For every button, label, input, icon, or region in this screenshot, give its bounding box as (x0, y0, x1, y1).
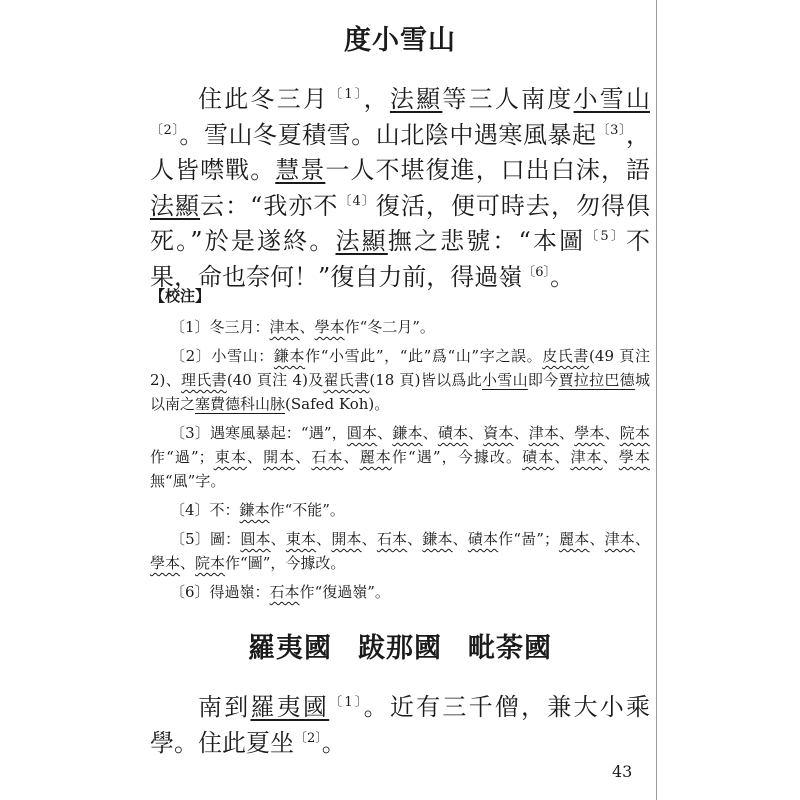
text-run: 、 (361, 530, 377, 548)
text-run: 、 (452, 530, 468, 548)
text-run: 作“過”； (150, 448, 214, 466)
book-name: 津本 (528, 424, 560, 442)
text-run: 。近有三千僧，兼大小乘學。住此夏坐 (150, 693, 650, 757)
proper-noun: 羅夷國 (250, 693, 330, 721)
book-name: 麗本 (359, 448, 392, 466)
page-number: 43 (612, 762, 633, 781)
text-run: 、 (468, 424, 484, 442)
text-run: (Safed Koh)。 (285, 395, 390, 413)
book-name: 麗本 (558, 530, 590, 548)
book-name: 圓本 (346, 424, 378, 442)
text-run: 〔1〕冬三月： (170, 318, 270, 336)
section2-paragraph (150, 690, 650, 761)
proper-noun: 法顯 (335, 227, 388, 255)
book-name: 開本 (263, 448, 296, 466)
book-name: 理氏書 (180, 371, 227, 389)
book-name: 磧本 (467, 530, 499, 548)
note-item (150, 580, 650, 604)
book-name: 鎌本 (392, 424, 423, 442)
text-run: 。 (321, 728, 346, 757)
book-name: 石本 (376, 530, 408, 548)
book-name: 院本 (195, 554, 226, 572)
text-run: 。雪山冬夏積雪。山北陰中遇寒風暴起 (179, 120, 597, 149)
footnote-marker: 〔4〕 (338, 193, 376, 209)
note-item (150, 421, 650, 493)
text-run: 不果，命也奈何！”復自力前，得過嶺 (150, 227, 651, 291)
text-run: 、 (602, 448, 619, 466)
text-run: 等三人南度 (442, 85, 574, 113)
text-run: 作“復過嶺”。 (299, 583, 390, 601)
section1-paragraph (150, 82, 650, 295)
book-name: 津本 (604, 530, 635, 548)
text-run: 、 (299, 318, 315, 336)
note-item (150, 527, 650, 575)
text-run: 、 (604, 424, 620, 442)
text-run: (18 頁)皆以爲此 (369, 371, 482, 389)
footnote-marker: 〔1〕 (329, 87, 364, 102)
text-run: 、 (246, 448, 264, 466)
text-run: 、 (559, 424, 575, 442)
title-part: 毗荼國 (468, 633, 552, 664)
proper-noun: 賈拉拉巴德 (558, 371, 635, 389)
text-run: 〔4〕不： (170, 501, 240, 519)
text-run: 、 (377, 424, 393, 442)
book-name: 學本 (618, 448, 650, 466)
text-run: 、 (634, 530, 650, 548)
proper-noun: 小雪山 (573, 85, 650, 113)
text-run: 、 (407, 530, 423, 548)
footnote-marker: 〔6〕 (522, 264, 551, 280)
text-run: 無“風”字。 (150, 472, 226, 490)
footnote-marker: 〔2〕 (150, 122, 180, 138)
book-name: 皮氏書 (542, 347, 590, 365)
text-run: 作“不能”。 (269, 501, 345, 519)
title-part: 跋那國 (358, 633, 442, 664)
book-name: 圓本 (240, 530, 271, 548)
text-run: 、 (343, 448, 360, 466)
text-run: (40 頁注 4)及 (226, 371, 324, 389)
book-name: 鎌本 (422, 530, 453, 548)
text-run: 作“啚”； (498, 530, 559, 548)
text-run: 〔5〕圖： (170, 530, 241, 548)
book-name: 學本 (150, 554, 181, 572)
text-run: 〔3〕遇寒風暴起：“遇”， (170, 424, 347, 442)
footnote-marker: 〔5〕 (585, 229, 627, 244)
book-name: 東本 (213, 448, 247, 466)
text-run: 、 (513, 424, 529, 442)
text-run: 作“冬二月”。 (344, 318, 435, 336)
proper-noun: 法顯 (150, 191, 201, 220)
text-run: ， (363, 85, 390, 113)
text-run: 、 (589, 530, 605, 548)
book-name: 磧本 (522, 448, 555, 466)
book-name: 學本 (574, 424, 605, 442)
proper-noun: 塞費德科山脉 (195, 395, 286, 413)
text-run: 云：“我亦不 (200, 191, 339, 220)
text-run: 作“小雪此”，“此”爲“山”字之誤。 (305, 347, 543, 365)
text-run: 、 (180, 554, 196, 572)
text-run: 撫之悲號：“本圖 (387, 227, 586, 255)
book-name: 津本 (269, 318, 300, 336)
book-name: 開本 (331, 530, 362, 548)
text-run: 、 (316, 530, 332, 548)
note-item (150, 315, 650, 339)
text-run: 復活，便可時去，勿得俱死。”於是遂終。 (150, 191, 651, 255)
text-run: 南到 (198, 693, 251, 721)
text-run: 〔2〕小雪山： (170, 347, 274, 365)
text-run: 、 (422, 424, 438, 442)
page-edge-line (656, 0, 657, 800)
footnote-marker: 〔3〕 (596, 122, 627, 138)
section-title-du-xiaoxueshan: 度小雪山 (344, 25, 456, 56)
text-run: 即今 (527, 371, 559, 389)
footnote-marker: 〔1〕 (329, 695, 364, 710)
text-run: 住此冬三月 (198, 85, 330, 113)
book-name: 學本 (314, 318, 345, 336)
book-name: 鎌本 (273, 347, 306, 365)
text-run: 作“圖”，今據改。 (225, 554, 346, 572)
notes-list (150, 315, 650, 609)
book-name: 磧本 (437, 424, 469, 442)
proper-noun: 慧景 (275, 156, 326, 184)
book-name: 津本 (570, 448, 603, 466)
book-name: 東本 (285, 530, 317, 548)
book-name: 石本 (269, 583, 300, 601)
note-item (150, 344, 650, 416)
footnote-marker: 〔2〕 (294, 730, 322, 746)
section-title-countries (150, 626, 650, 665)
notes-heading: 【校注】 (150, 287, 211, 305)
text-run: ，人皆噤戰。 (150, 120, 651, 184)
book-name: 院本 (619, 424, 650, 442)
proper-noun: 法顯 (389, 85, 443, 113)
text-run: 〔6〕得過嶺： (170, 583, 270, 601)
text-run: 一人不堪復進，口出白沫，語 (325, 156, 651, 184)
book-name: 資本 (483, 424, 514, 442)
book-name: 鎌本 (239, 501, 270, 519)
book-name: 石本 (311, 448, 344, 466)
text-run: 、 (270, 530, 286, 548)
text-run: (49 頁注 2)、 (150, 347, 650, 389)
text-run: 城以南之 (150, 371, 650, 413)
note-item (150, 498, 650, 522)
text-run: 、 (554, 448, 571, 466)
title-part: 羅夷國 (248, 633, 332, 664)
book-name: 翟氏書 (323, 371, 370, 389)
proper-noun: 小雪山 (482, 371, 528, 389)
text-run: 、 (295, 448, 312, 466)
text-run: 。 (550, 262, 575, 291)
text-run: 作“遇”，今據改。 (391, 448, 523, 466)
